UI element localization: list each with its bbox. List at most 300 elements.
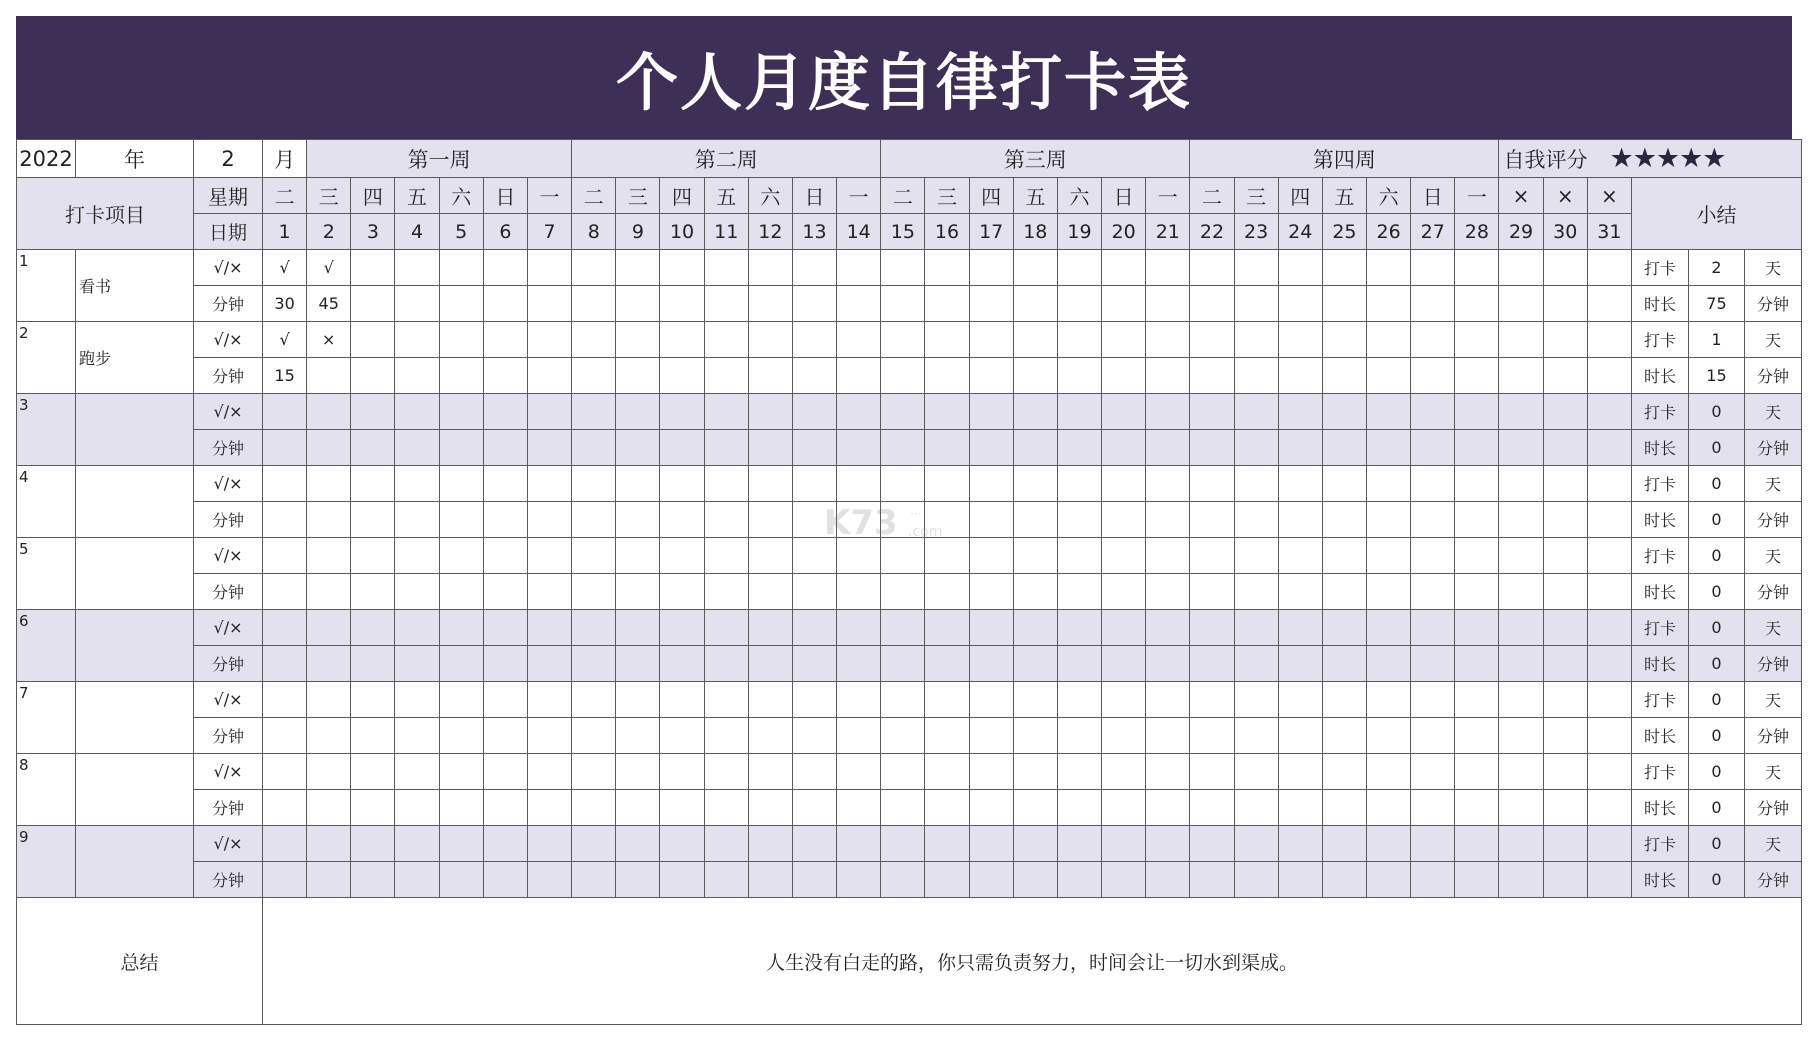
minutes-cell[interactable]: [395, 358, 439, 394]
minutes-cell[interactable]: [351, 430, 395, 466]
check-cell[interactable]: [1146, 682, 1190, 718]
check-cell[interactable]: [1278, 754, 1322, 790]
check-cell[interactable]: [969, 826, 1013, 862]
minutes-cell[interactable]: [704, 718, 748, 754]
minutes-cell[interactable]: [527, 574, 571, 610]
check-cell[interactable]: [792, 538, 836, 574]
minutes-cell[interactable]: [1234, 358, 1278, 394]
check-cell[interactable]: [748, 538, 792, 574]
minutes-cell[interactable]: [969, 646, 1013, 682]
minutes-cell[interactable]: [439, 358, 483, 394]
minutes-cell[interactable]: [748, 862, 792, 898]
minutes-cell[interactable]: [1102, 286, 1146, 322]
check-cell[interactable]: [881, 250, 925, 286]
minutes-cell[interactable]: [572, 790, 616, 826]
check-cell[interactable]: [351, 682, 395, 718]
minutes-cell[interactable]: [660, 358, 704, 394]
check-cell[interactable]: [572, 682, 616, 718]
check-cell[interactable]: [572, 394, 616, 430]
check-cell[interactable]: [969, 538, 1013, 574]
check-cell[interactable]: [616, 250, 660, 286]
minutes-cell[interactable]: [1190, 502, 1234, 538]
minutes-cell[interactable]: [395, 430, 439, 466]
check-cell[interactable]: [1234, 394, 1278, 430]
check-cell[interactable]: [969, 322, 1013, 358]
minutes-cell[interactable]: [837, 862, 881, 898]
check-cell[interactable]: [837, 538, 881, 574]
minutes-cell[interactable]: [660, 790, 704, 826]
minutes-cell[interactable]: [704, 430, 748, 466]
check-cell[interactable]: [1455, 538, 1499, 574]
check-cell[interactable]: [1499, 394, 1543, 430]
check-cell[interactable]: [704, 682, 748, 718]
minutes-cell[interactable]: [1411, 790, 1455, 826]
minutes-cell[interactable]: [1057, 646, 1101, 682]
check-cell[interactable]: [1499, 826, 1543, 862]
check-cell[interactable]: [395, 826, 439, 862]
minutes-cell[interactable]: [969, 286, 1013, 322]
minutes-cell[interactable]: [483, 502, 527, 538]
check-cell[interactable]: [263, 394, 307, 430]
minutes-cell[interactable]: [1013, 790, 1057, 826]
check-cell[interactable]: [748, 610, 792, 646]
minutes-cell[interactable]: [925, 718, 969, 754]
minutes-cell[interactable]: [660, 862, 704, 898]
check-cell[interactable]: [1102, 826, 1146, 862]
minutes-cell[interactable]: [1013, 502, 1057, 538]
check-cell[interactable]: [1367, 322, 1411, 358]
check-cell[interactable]: [1455, 754, 1499, 790]
minutes-cell[interactable]: [1322, 790, 1366, 826]
minutes-cell[interactable]: [660, 574, 704, 610]
minutes-cell[interactable]: [1587, 646, 1631, 682]
minutes-cell[interactable]: [527, 646, 571, 682]
check-cell[interactable]: [1543, 538, 1587, 574]
check-cell[interactable]: [527, 322, 571, 358]
check-cell[interactable]: [660, 682, 704, 718]
check-cell[interactable]: [1190, 826, 1234, 862]
minutes-cell[interactable]: [1367, 862, 1411, 898]
check-cell[interactable]: [1455, 610, 1499, 646]
minutes-cell[interactable]: [704, 502, 748, 538]
minutes-cell[interactable]: [1543, 358, 1587, 394]
check-cell[interactable]: [572, 466, 616, 502]
minutes-cell[interactable]: [1146, 646, 1190, 682]
check-cell[interactable]: [439, 682, 483, 718]
minutes-cell[interactable]: [1013, 430, 1057, 466]
check-cell[interactable]: [351, 394, 395, 430]
minutes-cell[interactable]: [616, 862, 660, 898]
check-cell[interactable]: [1322, 538, 1366, 574]
check-cell[interactable]: [351, 250, 395, 286]
minutes-cell[interactable]: [616, 646, 660, 682]
check-cell[interactable]: [439, 538, 483, 574]
minutes-cell[interactable]: [1013, 286, 1057, 322]
minutes-cell[interactable]: [1543, 862, 1587, 898]
check-cell[interactable]: [1411, 322, 1455, 358]
minutes-cell[interactable]: [1146, 790, 1190, 826]
minutes-cell[interactable]: [792, 430, 836, 466]
minutes-cell[interactable]: [1499, 502, 1543, 538]
minutes-cell[interactable]: [1499, 430, 1543, 466]
check-cell[interactable]: [351, 322, 395, 358]
check-cell[interactable]: [395, 538, 439, 574]
minutes-cell[interactable]: 30: [263, 286, 307, 322]
minutes-cell[interactable]: [1455, 790, 1499, 826]
check-cell[interactable]: [1411, 538, 1455, 574]
minutes-cell[interactable]: [395, 646, 439, 682]
minutes-cell[interactable]: [572, 430, 616, 466]
check-cell[interactable]: [1367, 610, 1411, 646]
check-cell[interactable]: [704, 610, 748, 646]
minutes-cell[interactable]: [792, 358, 836, 394]
check-cell[interactable]: [704, 394, 748, 430]
minutes-cell[interactable]: [881, 718, 925, 754]
minutes-cell[interactable]: [969, 502, 1013, 538]
check-cell[interactable]: [1367, 394, 1411, 430]
check-cell[interactable]: [660, 754, 704, 790]
minutes-cell[interactable]: [660, 430, 704, 466]
check-cell[interactable]: [439, 322, 483, 358]
check-cell[interactable]: [1455, 250, 1499, 286]
check-cell[interactable]: [1013, 394, 1057, 430]
minutes-cell[interactable]: [1102, 358, 1146, 394]
check-cell[interactable]: [704, 826, 748, 862]
check-cell[interactable]: [395, 394, 439, 430]
minutes-cell[interactable]: [1455, 646, 1499, 682]
check-cell[interactable]: [263, 826, 307, 862]
minutes-cell[interactable]: [527, 502, 571, 538]
check-cell[interactable]: [1543, 466, 1587, 502]
minutes-cell[interactable]: [307, 430, 351, 466]
minutes-cell[interactable]: [704, 574, 748, 610]
check-cell[interactable]: [969, 250, 1013, 286]
check-cell[interactable]: [1455, 322, 1499, 358]
minutes-cell[interactable]: [439, 646, 483, 682]
check-cell[interactable]: [1013, 250, 1057, 286]
minutes-cell[interactable]: [1543, 718, 1587, 754]
minutes-cell[interactable]: [1499, 286, 1543, 322]
check-cell[interactable]: [1587, 826, 1631, 862]
minutes-cell[interactable]: [1411, 646, 1455, 682]
minutes-cell[interactable]: [1190, 646, 1234, 682]
check-cell[interactable]: [792, 466, 836, 502]
item-name[interactable]: [76, 682, 194, 754]
check-cell[interactable]: [1499, 754, 1543, 790]
minutes-cell[interactable]: [616, 430, 660, 466]
minutes-cell[interactable]: [616, 790, 660, 826]
check-cell[interactable]: [1455, 826, 1499, 862]
minutes-cell[interactable]: [1367, 502, 1411, 538]
check-cell[interactable]: [263, 466, 307, 502]
minutes-cell[interactable]: [881, 790, 925, 826]
check-cell[interactable]: [925, 682, 969, 718]
minutes-cell[interactable]: [792, 502, 836, 538]
minutes-cell[interactable]: [1455, 862, 1499, 898]
minutes-cell[interactable]: [351, 574, 395, 610]
minutes-cell[interactable]: [1587, 574, 1631, 610]
minutes-cell[interactable]: [439, 574, 483, 610]
check-cell[interactable]: [1190, 394, 1234, 430]
check-cell[interactable]: [969, 394, 1013, 430]
check-cell[interactable]: [616, 466, 660, 502]
minutes-cell[interactable]: [616, 718, 660, 754]
check-cell[interactable]: [1146, 394, 1190, 430]
minutes-cell[interactable]: [616, 502, 660, 538]
minutes-cell[interactable]: [837, 646, 881, 682]
minutes-cell[interactable]: [439, 502, 483, 538]
minutes-cell[interactable]: [572, 574, 616, 610]
minutes-cell[interactable]: [704, 862, 748, 898]
check-cell[interactable]: [395, 466, 439, 502]
minutes-cell[interactable]: [1499, 718, 1543, 754]
minutes-cell[interactable]: [1190, 790, 1234, 826]
check-cell[interactable]: [1234, 322, 1278, 358]
check-cell[interactable]: [1013, 538, 1057, 574]
check-cell[interactable]: [483, 322, 527, 358]
check-cell[interactable]: [483, 394, 527, 430]
minutes-cell[interactable]: [527, 358, 571, 394]
check-cell[interactable]: [837, 322, 881, 358]
check-cell[interactable]: [925, 538, 969, 574]
minutes-cell[interactable]: [1367, 718, 1411, 754]
check-cell[interactable]: [1190, 538, 1234, 574]
minutes-cell[interactable]: [1411, 718, 1455, 754]
minutes-cell[interactable]: [483, 790, 527, 826]
minutes-cell[interactable]: [1322, 718, 1366, 754]
check-cell[interactable]: [1455, 466, 1499, 502]
check-cell[interactable]: [483, 826, 527, 862]
minutes-cell[interactable]: [1102, 862, 1146, 898]
minutes-cell[interactable]: [307, 358, 351, 394]
check-cell[interactable]: [1411, 754, 1455, 790]
check-cell[interactable]: [1587, 538, 1631, 574]
check-cell[interactable]: [1234, 610, 1278, 646]
check-cell[interactable]: [1587, 754, 1631, 790]
minutes-cell[interactable]: [881, 646, 925, 682]
minutes-cell[interactable]: [792, 790, 836, 826]
minutes-cell[interactable]: [616, 286, 660, 322]
minutes-cell[interactable]: [969, 790, 1013, 826]
check-cell[interactable]: [748, 250, 792, 286]
check-cell[interactable]: [572, 754, 616, 790]
check-cell[interactable]: [439, 466, 483, 502]
minutes-cell[interactable]: [1234, 502, 1278, 538]
check-cell[interactable]: [881, 466, 925, 502]
minutes-cell[interactable]: [1499, 790, 1543, 826]
minutes-cell[interactable]: [1234, 862, 1278, 898]
check-cell[interactable]: [307, 826, 351, 862]
minutes-cell[interactable]: [792, 862, 836, 898]
check-cell[interactable]: [527, 538, 571, 574]
minutes-cell[interactable]: [1322, 430, 1366, 466]
minutes-cell[interactable]: [351, 286, 395, 322]
check-cell[interactable]: [395, 250, 439, 286]
check-cell[interactable]: [1278, 394, 1322, 430]
minutes-cell[interactable]: [837, 574, 881, 610]
check-cell[interactable]: [1587, 610, 1631, 646]
minutes-cell[interactable]: [1234, 286, 1278, 322]
minutes-cell[interactable]: [748, 574, 792, 610]
check-cell[interactable]: √: [307, 250, 351, 286]
minutes-cell[interactable]: [395, 790, 439, 826]
minutes-cell[interactable]: [1057, 286, 1101, 322]
minutes-cell[interactable]: [395, 862, 439, 898]
year-value[interactable]: 2022: [17, 140, 76, 178]
minutes-cell[interactable]: [1278, 358, 1322, 394]
minutes-cell[interactable]: [483, 574, 527, 610]
check-cell[interactable]: [1102, 322, 1146, 358]
check-cell[interactable]: [1587, 682, 1631, 718]
minutes-cell[interactable]: [1146, 502, 1190, 538]
check-cell[interactable]: [1190, 250, 1234, 286]
minutes-cell[interactable]: [881, 358, 925, 394]
check-cell[interactable]: [1322, 682, 1366, 718]
check-cell[interactable]: [1234, 250, 1278, 286]
check-cell[interactable]: [1278, 466, 1322, 502]
check-cell[interactable]: [1013, 322, 1057, 358]
minutes-cell[interactable]: [837, 718, 881, 754]
minutes-cell[interactable]: [1322, 502, 1366, 538]
check-cell[interactable]: [307, 538, 351, 574]
minutes-cell[interactable]: [1102, 430, 1146, 466]
check-cell[interactable]: [1411, 610, 1455, 646]
minutes-cell[interactable]: [969, 358, 1013, 394]
check-cell[interactable]: [792, 394, 836, 430]
check-cell[interactable]: [351, 538, 395, 574]
minutes-cell[interactable]: [881, 430, 925, 466]
minutes-cell[interactable]: [1146, 574, 1190, 610]
minutes-cell[interactable]: [1190, 718, 1234, 754]
minutes-cell[interactable]: [748, 358, 792, 394]
minutes-cell[interactable]: [660, 718, 704, 754]
check-cell[interactable]: [969, 466, 1013, 502]
check-cell[interactable]: [616, 538, 660, 574]
check-cell[interactable]: [1146, 610, 1190, 646]
check-cell[interactable]: [1411, 682, 1455, 718]
item-name[interactable]: 跑步: [76, 322, 194, 394]
check-cell[interactable]: [881, 394, 925, 430]
check-cell[interactable]: [1190, 754, 1234, 790]
minutes-cell[interactable]: [483, 286, 527, 322]
check-cell[interactable]: [307, 394, 351, 430]
month-value[interactable]: 2: [194, 140, 263, 178]
check-cell[interactable]: [704, 538, 748, 574]
minutes-cell[interactable]: [351, 358, 395, 394]
check-cell[interactable]: [660, 538, 704, 574]
minutes-cell[interactable]: [792, 286, 836, 322]
minutes-cell[interactable]: [1146, 430, 1190, 466]
check-cell[interactable]: [1278, 322, 1322, 358]
check-cell[interactable]: [307, 682, 351, 718]
minutes-cell[interactable]: [351, 502, 395, 538]
check-cell[interactable]: [1499, 610, 1543, 646]
check-cell[interactable]: [572, 250, 616, 286]
minutes-cell[interactable]: [969, 430, 1013, 466]
minutes-cell[interactable]: [748, 430, 792, 466]
minutes-cell[interactable]: [1146, 718, 1190, 754]
check-cell[interactable]: [1499, 322, 1543, 358]
check-cell[interactable]: [483, 754, 527, 790]
check-cell[interactable]: [263, 682, 307, 718]
check-cell[interactable]: [1499, 466, 1543, 502]
minutes-cell[interactable]: [1587, 718, 1631, 754]
minutes-cell[interactable]: [1543, 790, 1587, 826]
check-cell[interactable]: [1499, 538, 1543, 574]
check-cell[interactable]: [792, 754, 836, 790]
check-cell[interactable]: [660, 610, 704, 646]
minutes-cell[interactable]: [1278, 718, 1322, 754]
minutes-cell[interactable]: [837, 358, 881, 394]
check-cell[interactable]: [395, 610, 439, 646]
minutes-cell[interactable]: [792, 574, 836, 610]
minutes-cell[interactable]: [307, 574, 351, 610]
minutes-cell[interactable]: [1411, 430, 1455, 466]
check-cell[interactable]: [616, 322, 660, 358]
minutes-cell[interactable]: [969, 574, 1013, 610]
check-cell[interactable]: [704, 754, 748, 790]
check-cell[interactable]: [1102, 754, 1146, 790]
check-cell[interactable]: [1102, 610, 1146, 646]
rating-stars-icon[interactable]: ★★★★★: [1609, 143, 1726, 174]
check-cell[interactable]: [1057, 610, 1101, 646]
check-cell[interactable]: [1057, 466, 1101, 502]
check-cell[interactable]: [1013, 754, 1057, 790]
check-cell[interactable]: [307, 754, 351, 790]
minutes-cell[interactable]: [837, 430, 881, 466]
minutes-cell[interactable]: [1057, 430, 1101, 466]
check-cell[interactable]: [837, 610, 881, 646]
minutes-cell[interactable]: [263, 790, 307, 826]
minutes-cell[interactable]: [351, 790, 395, 826]
check-cell[interactable]: [969, 610, 1013, 646]
check-cell[interactable]: √: [263, 250, 307, 286]
minutes-cell[interactable]: [1102, 718, 1146, 754]
minutes-cell[interactable]: [1146, 358, 1190, 394]
minutes-cell[interactable]: [748, 718, 792, 754]
minutes-cell[interactable]: [439, 430, 483, 466]
check-cell[interactable]: [616, 754, 660, 790]
check-cell[interactable]: [351, 466, 395, 502]
check-cell[interactable]: [660, 826, 704, 862]
minutes-cell[interactable]: [1322, 646, 1366, 682]
check-cell[interactable]: [1190, 682, 1234, 718]
check-cell[interactable]: [572, 826, 616, 862]
minutes-cell[interactable]: [1411, 574, 1455, 610]
minutes-cell[interactable]: [1587, 790, 1631, 826]
check-cell[interactable]: [1146, 466, 1190, 502]
minutes-cell[interactable]: [925, 862, 969, 898]
minutes-cell[interactable]: [1278, 430, 1322, 466]
minutes-cell[interactable]: [1057, 862, 1101, 898]
minutes-cell[interactable]: [351, 862, 395, 898]
minutes-cell[interactable]: [1146, 286, 1190, 322]
check-cell[interactable]: [1278, 250, 1322, 286]
minutes-cell[interactable]: [925, 286, 969, 322]
minutes-cell[interactable]: [307, 862, 351, 898]
minutes-cell[interactable]: [1455, 358, 1499, 394]
check-cell[interactable]: [527, 610, 571, 646]
check-cell[interactable]: [704, 250, 748, 286]
minutes-cell[interactable]: [1278, 790, 1322, 826]
check-cell[interactable]: [925, 394, 969, 430]
check-cell[interactable]: [483, 538, 527, 574]
minutes-cell[interactable]: [527, 718, 571, 754]
minutes-cell[interactable]: [925, 358, 969, 394]
check-cell[interactable]: [748, 826, 792, 862]
check-cell[interactable]: [1367, 826, 1411, 862]
minutes-cell[interactable]: [792, 718, 836, 754]
